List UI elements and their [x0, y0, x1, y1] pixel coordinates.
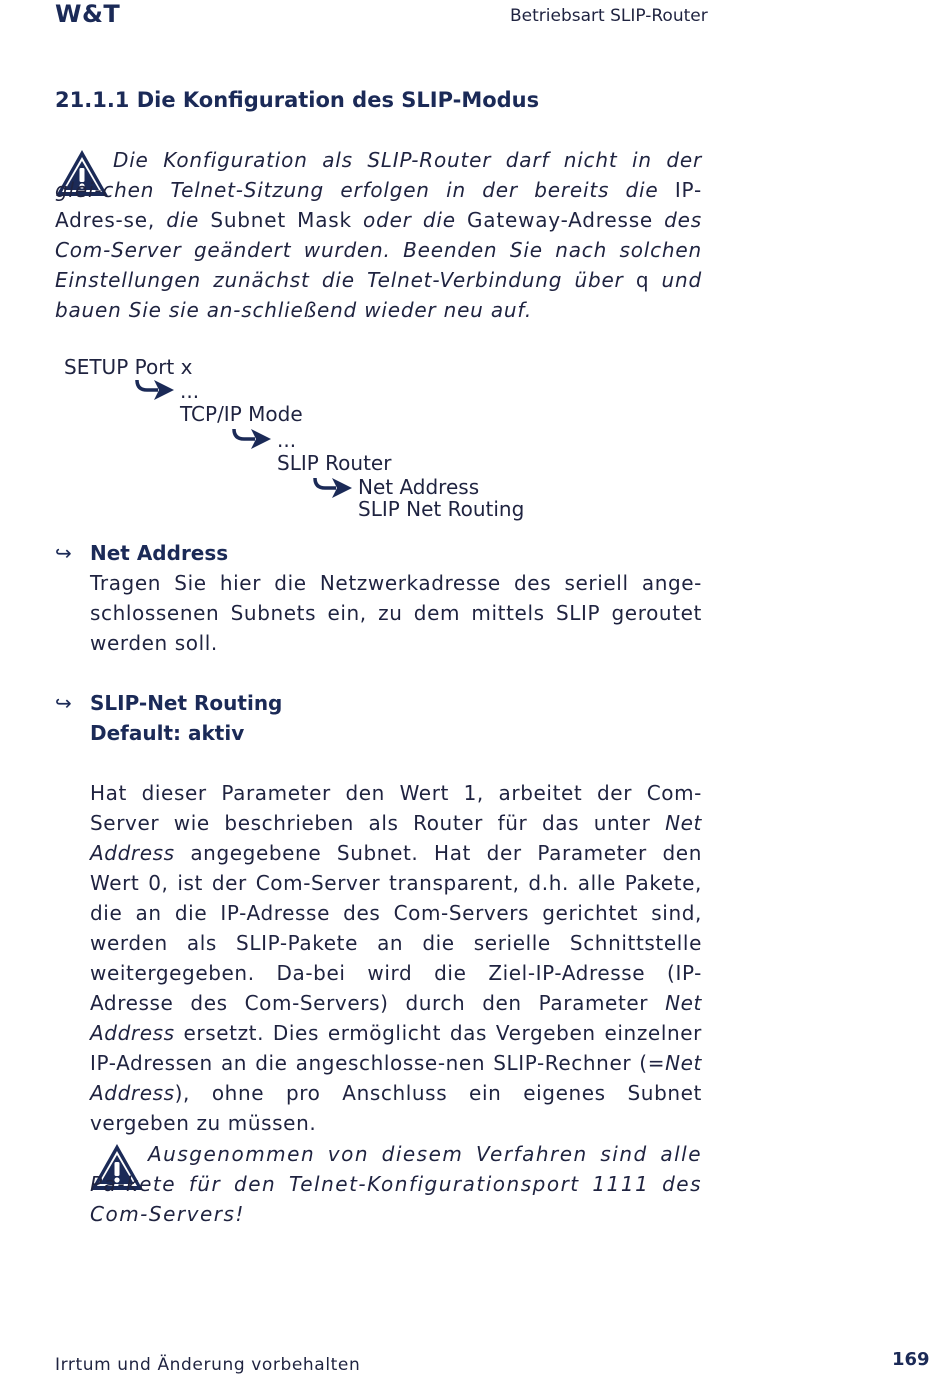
warning1-text-7: des Com-Server geändert wurden. Beenden Sie nach solchen Einstellungen zunächst die Telnet-Verbindung über — [55, 208, 703, 292]
warning2-text: Ausgenommen von diesem Verfahren sind alle Pa-kete für den Telnet-Konfigurationsport 1111 des Com-Servers! — [90, 1142, 702, 1226]
menu-ellipsis-2: ... — [277, 428, 297, 452]
page-number: 169 — [892, 1349, 930, 1370]
routing-text-6: Net Address — [90, 1051, 702, 1105]
warning-note-1 — [55, 145, 702, 325]
routing-text-7: ), ohne pro Anschluss ein eigenes Subnet vergeben zu müssen. — [90, 1081, 702, 1135]
param-description-net-address: Tragen Sie hier die Netzwerkadresse des seriell ange-schlossenen Subnets ein, zu dem mittels SLIP geroutet werden soll. — [90, 571, 702, 655]
hook-arrow-icon — [312, 476, 354, 498]
running-header: Betriebsart SLIP-Router — [510, 6, 708, 26]
warning-note-2 — [90, 1139, 702, 1229]
section-title: 21.1.1 Die Konfiguration des SLIP-Modus — [55, 88, 540, 112]
hook-arrow-icon — [134, 378, 176, 400]
warning1-text-6: Gateway-Adresse — [466, 208, 654, 232]
menu-root: SETUP Port x — [64, 355, 193, 379]
hook-arrow-icon — [231, 427, 273, 449]
menu-net-address: Net Address — [358, 475, 480, 499]
menu-tcpip-mode: TCP/IP Mode — [180, 402, 303, 426]
warning1-text-2: IP-Adres-se, — [55, 178, 702, 232]
warning1-text-4: Subnet Mask — [210, 208, 352, 232]
param-default-value: Default: aktiv — [90, 721, 245, 745]
param-bullet-icon: ↪ — [55, 691, 72, 715]
warning1-text-3: die — [155, 208, 211, 232]
menu-slip-net-routing: SLIP Net Routing — [358, 497, 525, 521]
warning1-text-8: q — [635, 268, 650, 292]
footer-note: Irrtum und Änderung vorbehalten — [55, 1355, 361, 1375]
menu-slip-router: SLIP Router — [277, 451, 392, 475]
routing-text-1: Hat dieser Parameter den Wert 1, arbeitet der Com-Server wie beschrieben als Router für das unter — [90, 781, 702, 835]
routing-text-5: ersetzt. Dies ermöglicht das Vergeben einzelner IP-Adressen an die angeschlosse-nen SLIP-Rechner (= — [90, 1021, 702, 1075]
param-title-slip-net-routing: SLIP-Net Routing — [90, 691, 283, 715]
routing-text-4: Net Address — [90, 991, 702, 1045]
routing-text-2: Net Address — [90, 811, 702, 865]
routing-text-3: angegebene Subnet. Hat der Parameter den Wert 0, ist der Com-Server transparent, d.h. alle Pakete, die an die IP-Adresse des Com-Servers gerichtet sind, werden als SLIP-Pakete an die serielle Schnittstelle weitergegeben. Da-bei wird die Ziel-IP-Adresse (IP-Adresse des Com-Servers) durch den Parameter — [90, 841, 702, 1015]
menu-ellipsis-1: ... — [180, 379, 200, 403]
param-title-net-address: Net Address — [90, 541, 229, 565]
warning1-text-5: oder die — [351, 208, 467, 232]
warning1-text-9: und bauen Sie sie an-schließend wieder neu auf. — [55, 268, 702, 322]
warning1-text-1: Die Konfiguration als SLIP-Router darf nicht in der glei-chen Telnet-Sitzung erfolgen in der bereits die — [55, 148, 702, 202]
param-bullet-icon: ↪ — [55, 541, 72, 565]
brand-logo: W&T — [55, 0, 121, 28]
routing-description — [90, 778, 702, 1138]
